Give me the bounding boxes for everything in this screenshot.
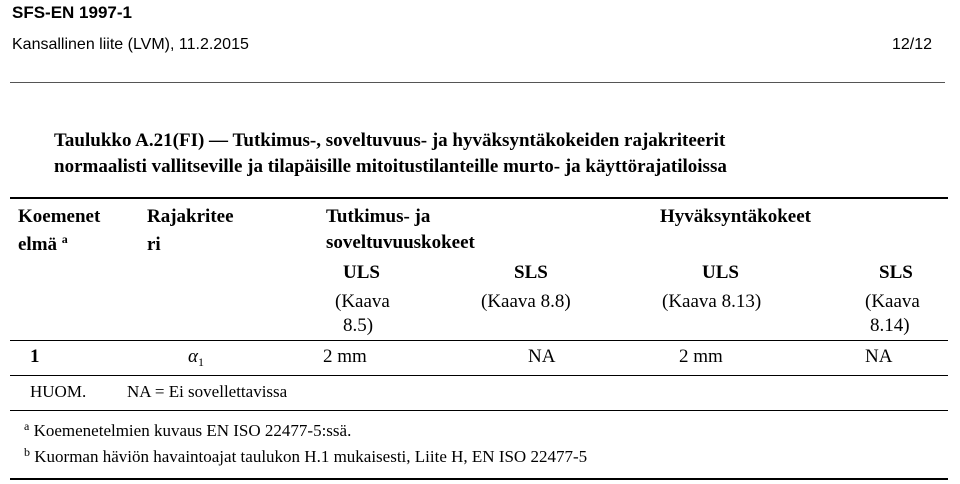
sls-investigation: SLS [514,262,548,283]
standard-id: SFS-EN 1997-1 [12,3,132,22]
row-sls-investigation: NA [528,346,556,367]
uls-investigation: ULS [343,262,380,283]
ref-sls-acceptance-l2: 8.14) [870,315,910,336]
footnote-a: $^a$ Koemenetelmien kuvaus EN ISO 22477-5:ssä. [24,419,352,440]
annex-info: Kansallinen liite (LVM), 11.2.2015 [12,36,249,53]
ref-uls-investigation-l2: 8.5) [343,315,374,336]
header-bottom-border [10,340,948,341]
col-criterion-header-l2: ri [147,234,161,255]
note-label: HUOM. [30,382,87,401]
uls-acceptance: ULS [702,262,739,283]
sls-acceptance: SLS [879,262,913,283]
row-uls-investigation: 2 mm [323,346,367,367]
row-uls-acceptance: 2 mm [679,346,723,367]
group-acceptance: Hyväksyntäkokeet [660,206,811,227]
col-method-header-l2: elmä $^a$ [18,232,68,255]
group-investigation-l2: soveltuvuuskokeet [326,232,475,253]
note-text: NA = Ei sovellettavissa [127,382,288,401]
row-bottom-border [10,375,948,376]
header-divider [10,82,945,83]
row-criterion: $\alpha_1$ [188,346,204,369]
footnote-b: $^b$ Kuorman häviön havaintoajat taulukon H.1 mukaisesti, Liite H, EN ISO 22477-5 [24,445,588,466]
page-number: 12/12 [892,36,933,53]
table-title-line2: normaalisti vallitseville ja tilapäisille mitoitustilanteille murto- ja käyttörajatiloissa [54,156,727,177]
ref-sls-acceptance-l1: (Kaava [865,291,920,312]
table-title-line1: Taulukko A.21(FI) — Tutkimus-, soveltuvuus- ja hyväksyntäkokeiden rajakriteerit [54,130,726,151]
ref-uls-acceptance: (Kaava 8.13) [662,291,762,312]
ref-sls-investigation: (Kaava 8.8) [481,291,571,312]
group-investigation-l1: Tutkimus- ja [326,206,431,227]
col-method-header-l1: Koemenet [18,206,101,227]
col-criterion-header-l1: Rajakritee [147,206,234,227]
row-method: 1 [30,346,40,367]
row-sls-acceptance: NA [865,346,893,367]
table-top-border [10,197,948,199]
ref-uls-investigation-l1: (Kaava [335,291,390,312]
footnote-a-ref: a [61,232,68,246]
note-bottom-border [10,410,948,411]
table-bottom-border [10,478,948,480]
